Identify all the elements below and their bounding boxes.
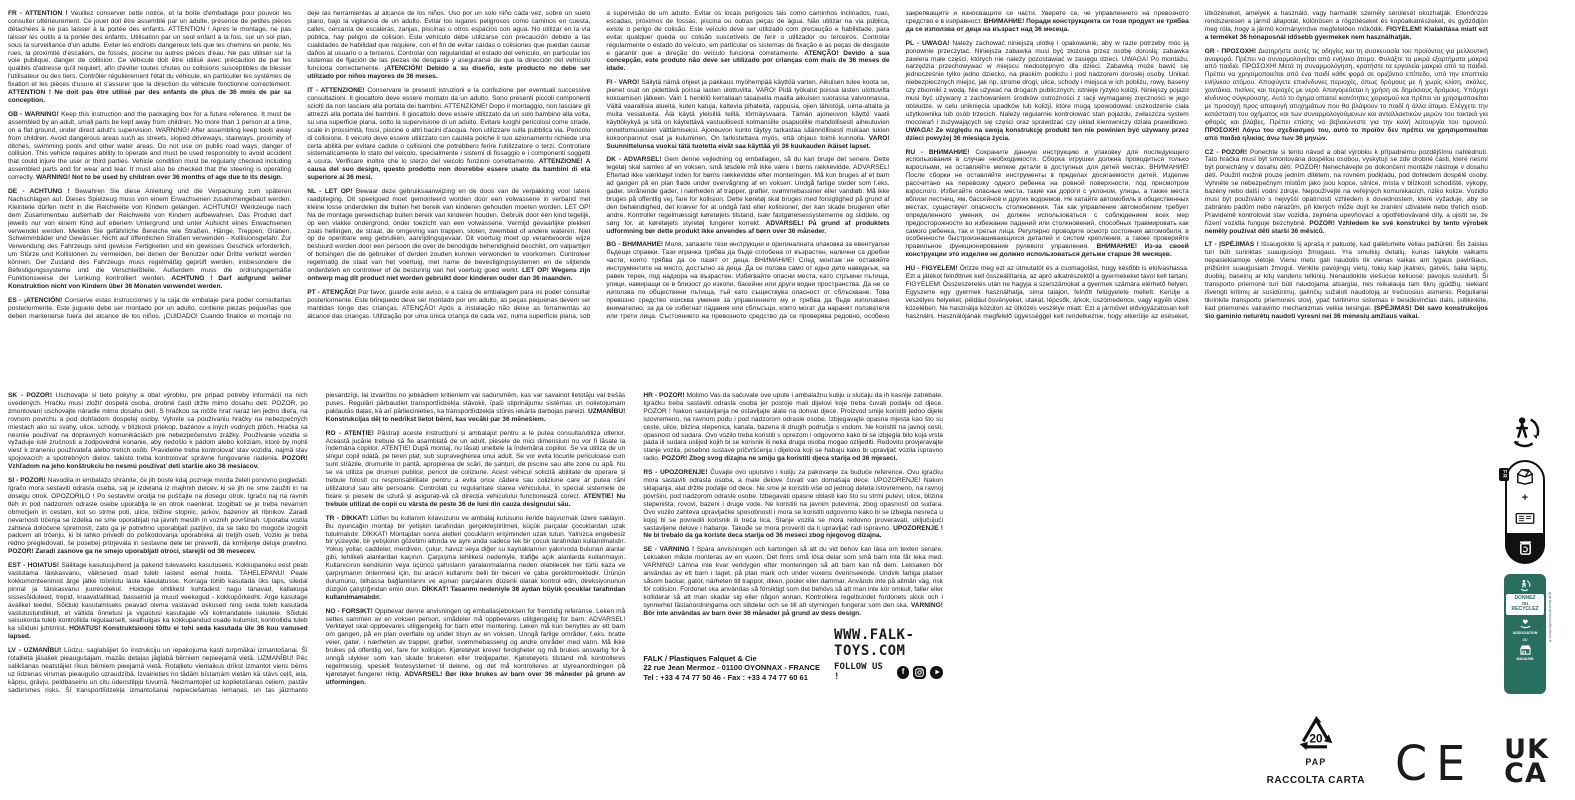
lang-warning-hr: POZOR! Zbog svog dizajna ne smiju ga koristiti djeca starija od 36 mjeseci. (661, 455, 898, 463)
company-street: 22 rue Jean Mermoz - 01100 OYONNAX - FRANCE (643, 663, 821, 673)
svg-text:20: 20 (1309, 731, 1323, 746)
notice-leaflet-icon (1514, 511, 1536, 525)
lang-body-it: Conservare le presenti istruzioni e la confezione per eventuali successive consultazioni. Il giocattolo deve essere montato da un adulto. Sono presenti piccoli componenti sciolti da non lasciare alla portata dei bambini. ATTENZIONE! Dopo il montaggio, non lasciare gli attrezzi alla portata dei bambini. Il giocattolo deve essere utilizzato da un solo bambino alla volta, su una superficie piana, sotto la supervisione di un adulto. Evitare luoghi pericolosi come strade, scale in prossimità, fossi, piscine o altri bacini d'acqua. Non utilizzare sulla pubblica via. Pericolo di collisione. Il veicolo deve essere utilizzato con cautela poiché il suo azionamento richiede una certa abilità per evitare cadute o collisioni che potrebbero ferire l'utilizzatore o terzi. Controllare sistematicamente lo stato del veicolo, specialmente i sistemi di fissaggio e i componenti soggetti a usura. Verificare inoltre che lo sterzo del veicolo funzioni correttamente. (307, 87, 591, 166)
lang-block-si (8, 477, 308, 556)
info-tri-country-tab: FR (1501, 470, 1507, 479)
youtube-icon (930, 666, 943, 679)
lang-block-ru (906, 149, 1189, 260)
lang-header-est: EST - HOIATUS! (8, 562, 62, 570)
lang-warning-lt: ĮSPĖJIMAS! Dėl savo konstrukcijos šio gaminio neturėtų naudoti vyresni nei 36 mėnesių amžiaus vaikai. (1204, 304, 1488, 320)
lang-body-de: Bewahren Sie diese Anleitung und die Verpackung zum späteren Nachschlagen auf. Dieses Spielzeug muss von einem Erwachsenen zusammengebaut werden. Kleinteile dürfen nicht in die Reichweite von Kindern gelangen. ACHTUNG! Werkzeuge nach dem Zusammenbau außerhalb der Reichweite von Kindern aufbewahren. Das Produkt darf jeweils nur von einem Kind auf ebenem Untergrund und unter Aufsicht eines Erwachsenen verwendet werden. Meiden Sie gefährliche Bereiche wie Straßen, Hänge, Treppen, Gräben, Schwimmbäder und Gewässer. Nicht auf öffentlichen Straßen verwenden - Kollisionsgefahr. Zur Verwendung des Fahrzeugs sind gewisse Fertigkeiten und ein gewisses Geschick erforderlich, um Stürze und Kollisionen zu vermeiden, bei denen der Benutzer oder Dritte verletzt werden können. Der Zustand des Fahrzeugs muss regelmäßig geprüft werden, insbesondere die Befestigungssysteme und die Verschleißteile. Außerdem muss die ordnungsgemäße Funktionsweise der Lenkung kontrolliert werden. (8, 188, 292, 282)
lang-warning-si: POZOR! Zaradi zasnove ga ne smejo uporabljati otroci, starejši od 36 mesecev. (8, 548, 256, 556)
lang-body-no: Oppbevar denne anvisningen og emballasjeboksen for fremtidig referanse. Leken må settes sammen av en voksen person, smådeler må oppbevares utilgjengelig for barn. ADVARSEL! Verktøyet skal oppbevares utilgjengelig for barn etter montering. Leken må kun benyttes av ett barn om gangen, på en plan overflate og under tilsyn av en voksen. Unngå farlige områder, f.eks. bratte veier, gater, i nærheten av trapper, grøfter, svømmebasseng og andre områder med vann. Må ikke brukes på offentlig vei, fare for kollisjon. Kjøretøyet krever ferdigheter og må brukes ansvarlig for å unngå ulykker som kan skade brukeren eller tredjeparter. Kjøretøyets tilstand må kontrolleres regelmessig, spesielt festesystemet til delene, og det må kontrolleres at styreanordningen på kjøretøyet fungerer riktig. (325, 607, 626, 678)
lang-warning-sk: POZOR! Vzhľadom na jeho konštrukciu ho nesmú používať deti staršie ako 36 mesiacov. (8, 455, 308, 471)
lang-header-se: SE - VARNING ! (643, 546, 697, 554)
lang-body-fr: Veuillez conserver cette notice, et la boîte d'emballage pour pouvoir les consulter ultérieurement. Ce jouet doit être assemblé par un adulte, présence de petites pièces détachées à ne pas laisser à la portée des enfants. ATTENTION ! Après le montage, ne pas laisser les outils à la portée des enfants. Utilisation par un seul enfant à la fois, sur un sol plan, sous la surveillance d'un adulte. Eviter les endroits dangereux tels que les chemins en pente, les rues, la proximité d'escaliers, de fossés, piscine ou autres pièces d'eau. Ne pas utiliser sur la voie publique, danger de collision. Ce véhicule doit être utilisé avec précaution de par les qualités d'adresse qu'il requiert, afin d'éviter toutes chutes ou collisions susceptibles de blesser l'utilisateur ou des tiers. Contrôler régulièrement l'état du véhicule, en particulier les systèmes de fixation et les pièces d'usure et s'assurer que la direction du véhicule fonctionne correctement. (8, 10, 292, 89)
lang-header-cz: CZ - POZOR! (1204, 148, 1250, 156)
lang-warning-lv: UZMANĪBU! Konstrukcijas dēļ to nedrīkst lietot bērni, kas vecāki par 36 mēnešiem. (325, 407, 626, 423)
lang-warning-es: ¡ATENCIÓN! Debido a su diseño, este producto no debe ser utilizado por niños mayores de 36 meses. (307, 65, 591, 81)
company-address-block (643, 654, 820, 683)
lang-header-es: ES - ¡ATENCIÓN! (8, 296, 65, 304)
pap-material-code: PAP (1305, 757, 1327, 767)
company-phone: Tel : +33 4 74 77 50 46 - Fax : +33 4 74 77 60 61 (643, 672, 808, 682)
lang-body-rs: Čuvajte ovo uputstvo i kutiju za pakovanje za buduće reference. Ovu igračku mora sastaviti odrasla osoba, a male delove čuvati van domašaja dece. UPOZORENJE! Nakon sklapanja, alat držite podalje od dece. Ne sme je koristiti više od jednog deteta istovremeno, na ravnoj površini, pod nadzorom odrasle osobe. Izbegavati opasne oblasti kao što su strmi putevi, ulice, blizina stepeništa, rovovi, bazeni i druge vode. Ne koristiti na javnim putevima, zbog opasnosti od sudara. Ovo vozilo zahteva upravljačke sposobnosti i mora se koristiti odgovorno kako bi se izbegla nesreća u kojoj bi se povredili korisnik ili treća lica. Stanje vozila se mora redovno proveravati, uključujući sastavljene delove i habanje. Takođe se mora proveriti da li upravljač radi ispravno. (643, 469, 943, 532)
lang-header-gb: GB - WARNING! (8, 110, 62, 118)
lang-header-de: DE - ACHTUNG ! (8, 188, 75, 196)
lang-warning-dk: ADVARSEL! På grund af produktets udformning bør dette produkt ikke anvendes af børn over 36 måneder. (606, 219, 890, 235)
triman-logo-icon (1506, 412, 1544, 450)
lang-header-sk: SK - POZOR! (8, 392, 56, 399)
lang-block-gr (1205, 48, 1488, 143)
lang-warning-se: VARNING! Bör inte användas av barn över 36 månader på grund av dess design. (643, 601, 943, 617)
lang-header-pl: PL - UWAGA! (905, 39, 953, 47)
ukca-line-ca: CA (1504, 758, 1547, 789)
lang-header-hr: HR - POZOR! (643, 392, 687, 399)
lang-warning-gb: WARNING! Not to be used by children over 36 months of age due to its design. (36, 174, 283, 182)
lang-warning-pt: ATENÇÃO! Devido à sua concepção, este produto não deve ser utilizado por crianças com mais de 36 meses de idade. (606, 49, 890, 73)
compliance-logos-row (1266, 715, 1549, 792)
website-block (834, 627, 943, 682)
lang-block-tr (326, 515, 626, 602)
lang-header-tr: TR - DİKKAT! (325, 514, 371, 522)
lang-block-ro (326, 430, 626, 509)
lang-warning-de: ACHTUNG ! Darf aufgrund seiner Konstruktion nicht von Kindern über 36 Monaten verwendet werden. (8, 275, 292, 290)
magasin-option-label: MAGASIN (1516, 656, 1534, 661)
lang-header-fi: FI - VARO! (606, 79, 642, 87)
lang-block-de (8, 188, 291, 291)
lang-block-fi (606, 79, 889, 150)
lang-warning-pl: UWAGA! Ze względu na swoją konstrukcję produkt ten nie powinien być używany przez dzieci powyżej 36 miesiąca życia. (905, 126, 1189, 142)
lang-body-ro: Păstrați aceste instrucțiuni și ambalajul pentru a le putea consulta/utiliza ulterior. Această jucărie trebuie să fie asamblată de un adult, piesele de mici dimensiuni nu vor fi lăsate la îndemâna copiilor. ATENȚIE! După montaj, nu lăsați uneltele la îndemâna copiilor. Se va utiliza de un singur copil odată, pe teren plat, sub supravegherea unui adult. Se vor evita locurile periculoase cum sunt străzile, drumurile în pantă, apropierea de scări, de șanțuri, de piscine sau alte zone cu apă. Nu se va utiliza pe drumuri publice, pericol de coliziune. Acest vehicul solicită abilitate de operare și trebuie folosit cu responsabilitate pentru a evita orice cădere sau coliziune care ar putea răni utilizatorul sau alte persoane. Controlați cu regularitate starea vehiculului, în special sistemele de fixare și piesele de uzură și asigurați-vă că direcția vehiculului funcționează corect. (325, 429, 626, 500)
lang-header-pt: PT - ATENÇÃO! (307, 288, 359, 296)
lang-header-fr: FR - ATTENTION ! (8, 10, 71, 17)
recycle-triangle-icon (1294, 715, 1338, 755)
lang-warning-fr: ATTENTION ! Ne doit pas être utilisé par des enfants de plus de 36 mois de par sa conception. (8, 89, 292, 104)
lang-warning-hu: FIGYELEM! Kialakítása miatt ezt a terméket 36 hónaposnál idősebb gyermekek nem használhatják. (1204, 25, 1488, 41)
lang-block-est (8, 562, 308, 641)
lang-body-gr: Διατηρήστε αυτές τις οδηγίες και τη συσκευασία του προϊόντος για μελλοντική αναφορά. Πρέπει να συναρμολογείται από ενήλικο άτομο. Φυλάξτε τα μικρά εξαρτήματα μακριά από παιδιά. ΠΡΟΣΟΧΗ! Μετά τη συναρμολόγηση, κρατήστε τα εργαλεία μακριά από τα παιδιά. Πρέπει να χρησιμοποιείται από ένα παιδί κάθε φορά σε οριζόντιο επίπεδο, υπό την εποπτεία ενήλικου ατόμου. Αποφύγετε επικίνδυνες περιοχές, όπως δρόμους με ή χωρίς κλίση, σκάλες, χαντάκια, πισίνες και περιοχές με νερό. Απαγορεύεται η χρήση σε δημόσιους δρόμους. Υπάρχει κίνδυνος σύγκρουσης. Αυτό το όχημα απαιτεί ικανότητες χειρισμού και πρέπει να χρησιμοποιείται με προσοχή προς αποφυγή ατυχημάτων που θα βλάψουν το παιδί ή άλλα άτομα. Ελέγχετε την κατάσταση του οχήματος και των συναρμολογούμενων και ανταλλακτικών μερών του τακτικά για φθορές και βλάβες. Πρέπει επίσης να βεβαιώνεστε για την καλή λειτουργία του τιμονιού. (1204, 47, 1488, 126)
company-name: FALK / Plastiques Falquet & Cie (643, 653, 757, 663)
ou-text-2: ou (1522, 636, 1528, 642)
follow-us-label: FOLLOW US ! (834, 662, 883, 683)
donnez-recyclez-banner (1506, 594, 1544, 615)
lang-header-nl: NL - LET OP! (307, 188, 356, 196)
lang-body-lt: Išsaugokite šį aprašą ir pakuotę, kad galėtumėte vėliau pažiūrėti. Šis žaislas turi būti surinktas suaugusiojo žmogaus. Yra smulkių detalių, kurias laikykite vaikams nepasiekiamoje vietoje. Vienu metu gali naudotis tik vienas vaikas ant lygaus paviršiaus, prižiūrint suaugusiam žmogui. Venkite pavojingų vietų, tokių kaip įkalnės, gatvės, šalia laiptų, duobių, baseinų ar kitų vandens telkinių. Nenaudokite viešuose keliuose: pavojus susidurti. Ši transporto priemonė turi būti naudojama atsargiai, nes reikalauja tam tikrų įgūdžių, siekiant išvengti kritimų ar susidūrimų, galinčių sužaloti naudotoją ar trečiuosius asmenis. Reguliariai tikrinkite transporto priemonės stovį, ypač tvirtinimo sistemas ir besidėvinčias dalis, įsitikinkite, kad priemonės vairavimo mechanizmas veikia teisingai. (1204, 241, 1488, 312)
recycling-bin-section (1505, 533, 1545, 563)
lang-body-es: Conserve estas instrucciones y la caja de embalaje para poder consultarlas posteriormente. Este juguete debe ser montado por un adulto, contiene piezas pequeñas que deben mantenerse fuera del alcance de los niños. ¡CUIDADO! Cuando finalice el montaje no deje las herramientas al alcance de los niños. Uso por un solo niño cada vez, sobre un suelo plano, bajo la vigilancia de un adulto. Evitar los lugares peligrosos como caminos en cuesta, calles, cercanía de escaleras, zanjas, piscinas u otros espacios con agua. No utilizar en la vía pública, hay peligro de colisión. Este vehículo debe utilizarse con precaución debido a las cualidades de habilidad que requiere, con el fin de evitar caídas o colisiones que puedan causar daños al usuario o a terceros. Controlar con regularidad el estado del vehículo, en particular los sistemas de fijación de las piezas de desgaste y asegurarse de que la dirección del vehículo funciona correctamente. (8, 10, 591, 320)
pap-recycling-block (1267, 715, 1365, 786)
notice-top-band (8, 10, 1488, 382)
lang-block-hr (643, 392, 943, 463)
lang-block-no (326, 608, 626, 687)
lang-warning-no: ADVARSEL! Bør ikke brukes av barn over 36 måneder på grunn av utformingen. (325, 670, 626, 686)
ou-text-1: ou (1521, 600, 1529, 607)
sorting-rail (1497, 412, 1553, 694)
lang-header-ro: RO - ATENȚIE! (325, 429, 378, 437)
website-url: WWW.FALK-TOYS.COM (834, 627, 915, 660)
facebook-icon: f (897, 666, 910, 679)
triman-small-icon (1518, 578, 1532, 592)
lang-body-pt: Por favor, guarde este aviso, e a caixa de embalagem para os poder consultar posteriormente. Este brinquedo deve ser montado por um adulto, as peças pequenas devem ser mantidas longe das crianças. ATENÇÃO! Após a instalação não deixe as ferramentas ao alcance das crianças. Utilização por uma única criança de cada vez, numa superfície plana, sob a supervisão de um adulto. Evitar os locais perigosos tais como caminhos inclinados, ruas, escadas, próximos de fossas, piscina ou outras peças de água. Não utilizar na via pública, existe o perigo de colisão. Este veículo deve ser utilizado com precaução e habilidade, para evitar qualquer queda ou colisão suscetíveis de ferir o utilizador ou terceiros. Controlar regularmente o estado do veículo, em particular os sistemas de fixação e as peças de desgaste e garantir que a direção do veículo funciona corretamente. (307, 10, 890, 320)
lang-body-gb: Keep this instruction and the packaging box for a future reference. It must be assembled by an adult, small parts be kept away from children. No more than 1 person at a time, on a flat ground, under direct adult's supervision. WARNING! After assembling keep tools away from children. Avoid dangerous areas such as streets, sloped driveways, stairways, proximity of ditches, swimming pools and other water areas. Do not use on public road ways, danger of collision. This vehicle requires ability to operate and must be used responsibly to avoid accident that could injure the user or third parties. Vehicle condition must be regularly checked including assembled parts and for wear and tear. It must also be checked that the steering is operating correctly. (8, 110, 292, 182)
lang-warning-fi: VARO! Suunnittelunsa vuoksi tätä tuotetta eivät saa käyttää yli 36 kuukauden ikäiset lapset. (606, 134, 890, 150)
association-option-label: ASSOCIATION (1512, 630, 1538, 635)
ce-mark: CE (1394, 734, 1475, 792)
lang-body-lv: Lūdzu, saglabājiet šo instrukciju un iepakojuma kasti turpmākai izmantošanai. Šī rotaļlieta jāsaliek pieaugušajam, mazās detaļas jāglabā bērniem nepieejamā vietā. UZMANĪBU! Pēc salikšanas neatstājiet rīkus bērniem pieejamā vietā. Rotaļlietu vienlaikus drīkst izmantot viens bērns uz līdzenas virsmas pieaugušo uzraudzībā. Izvairieties no tādām bīstamām vietām kā stāvs ceļš, iela, kāpņu, grāvju, peldbaseinu un citu ūdenstilpju tuvumā. Neizmantojiet uz koplietošanas ceļiem, pastāv sadursmes risks. Šī transportlīdzekļa izmantošanai nepieciešamas iemaņas, un tas jāizmanto piesardzīgi, lai izvairītos no jebkādiem kritieniem vai sadursmēm, kas var savainot lietotāju vai trešās puses. Regulāri pārbaudiet transportlīdzekļa stāvokli, īpaši stiprinājumu sistēmas un nolietojumam pakļautās daļas, kā arī pārliecinieties, ka transportlīdzekļa stūres iekārta darbojas pareizi. (8, 392, 626, 694)
lang-warning-cz: POZOR! Vzhledem ke své konstrukci by tento výrobek neměly používat děti starší 36 měsíců. (1204, 219, 1488, 235)
lang-header-bg: BG - ВНИМАНИЕ! (606, 241, 666, 249)
lang-body-pl: Należy zachować niniejszą ulotkę i opakowanie, aby w razie potrzeby móc ją ponownie przeczytać. Niniejsza zabawka musi być złożona przez osobę dorosłą; zabawka zawiera małe części, których nie należy pozostawiać w zasięgu dzieci. UWAGA! Po montażu, narzędzia przechowywać w miejscu niedostępnym dla dzieci. Zabawką może bawić się jednocześnie tylko jedno dziecko, na płaskim podłożu i pod nadzorem dorosłej osoby. Unikać niebezpiecznych miejsc, jak np. strome drogi, ulice, schody i miejsca w ich pobliżu, rowy, baseny czy zbiorniki z wodą. Nie używać na drogach publicznych; istnieje ryzyko kolizji. Niniejszy pojazd musi być używany z zachowaniem środków ostrożności z racji wymaganej zręczności w jego obsłudze, w celu uniknięcia upadków lub kolizji, które mogą spowodować uszkodzenie ciała użytkownika lub osób trzecich. Należy regularnie kontrolować stan pojazdu, zwłaszcza system mocowań i zużywających się części oraz sprawdzać czy układ kierowniczy działa prawidłowo. (905, 39, 1189, 126)
lang-body-est: Säilitage kasutusjuhend ja pakend tulevaseks kasutuseks. Kokkupaneku eest peab vastutama täiskasvanu, väiksesed osad tuleb lastest eemal hoida. TÄHELEPANU! Peale kokkumonteerimist ärge jätke tööriistu laste käeulatusse. Korraga tohib kasutada üks laps, siledal pinnal ja täiskasvanu juuresolekul. Hoiduge ohtlikest kohtadest nagu tänavad, kallakuga sissesõiduteed, trepid, kraavid/allikad, basseinid ja muud veekogud - kokkupõrkeoht. Ärge kasutage avalikel teedel. Sõiduki kasutamiseks peavad olema vastavad oskused ning seda tuleb kasutada vastutustundlikult, et vältida õnnetusi ja vigastusi kasutajale või kolmandatele isikutele. Sõiduki seisukorda tuleb kontrollida regulaarselt, sealhulgas ka kokkupandud osade kulumist, kontrollida tuleb ka sõiduki juhtimist. (8, 562, 308, 633)
lang-body-tr: Lütfen bu kullanım kılavuzunu ve ambalaj kutusunu ileride başvurmak üzere saklayın. Bu oyuncağın montajı bir yetişkin tarafından gerçekleştirilmeli, küçük parçalar çocuklardan uzak tutulmalıdır. DİKKAT! Montajdan sonra aletleri çocukların erişiminden uzak tutun. Yalnızca engebesiz bir yüzeyde, bir yetişkinin gözetimi altında ve aynı anda sadece tek bir çocuk tarafından kullanılmalıdır. Yokuş yollar, caddeler, merdiven, çukur, havuz veya diğer su kaynaklarının yakınında bulunan alanlar gibi, tehlikeli alanlardan kaçının. Çarpışma tehlikesi nedeniyle, trafiğe açık alanlarda kullanmayın. Kullanıcının kendisinin veya üçüncü şahısların yaralanmalarına neden olabilecek her türlü kaza ve çarpışmanın önlenmesi için, bu aracın kullanımı belli bir beceri ve çaba gerektirmektedir. Ürünün durumunu, bilhassa bağlantılarını ve aşınan parçalarını düzenli olarak kontrol edin, direksiyonunun düzgün çalıştığından emin olun. (325, 514, 626, 593)
lang-block-lt (1205, 241, 1488, 320)
lang-warning-est: HOIATUS! Konstruktsiooni tõttu ei tohi seda kasutada üle 36 kuu vanused lapsed. (8, 625, 308, 641)
lang-body-nl: Bewaar deze gebruiksaanwijzing en de doos van de verpakking voor latere raadpleging. Dit speelgoed moet gemonteerd worden door een volwassene in verband met kleine losse onderdelen die buiten het bereik van kinderen gehouden moeten worden. LET OP! Na de montage gereedschap buiten bereik van kinderen houden. Gebruik door één kind tegelijk, op een vlakke ondergrond, onder toezicht van een volwassene. Vermijd gevaarlijke plekken zoals hellingen, de straat, de omgeving van trappen, sloten, zwembad of andere wateren. Niet op de openbare weg gebruiken, aanrijdingsgevaar. Dit voertuig moet op verantwoorde wijze bestuurd worden door een persoon die over de benodigde behendigheid beschikt, om valpartijen of botsingen die de gebruiker of derden zouden kunnen verwonden te voorkomen. Controleer regelmatig de staat van het voertuig, met name de bevestigingssystemen en de slijtende onderdelen en controleer of de besturing van het voertuig goed werkt. (307, 188, 591, 275)
raccolta-carta-label: RACCOLTA CARTA (1266, 775, 1365, 786)
ukca-line-uk: UK (1504, 734, 1549, 765)
notice-bottom-region (8, 388, 1567, 792)
instagram-icon (913, 666, 926, 679)
lang-warning-rs: UPOZORENJE ! Ne bi trebalo da ga koriste deca starija od 36 meseci zbog njegovog dizajna. (643, 524, 943, 540)
packaging-sort-label (1501, 460, 1545, 564)
lang-block-se (643, 546, 943, 617)
lang-body-bg: Моля, запазете тези инструкции и оригиналната опаковка за евентуални бъдещи справки. Тази играчка трябва да бъде сглобена от възрастен, налични са дребни части, които трябва да се пазят от деца. ВНИМАНИЕ! След монтаж не оставяйте инструментите на място, достъпно за деца. Да се ползва само от едно дете наведнъж, на равен терен, под надзора на възрастен. Избягвайте опасни места, като стръмни пътища, улици, намиращи се в близост до изкопи, басейни или други водни пространства. Да не се използва по обществени пътища, тъй като съществува опасност от сблъскване. Това превозно средство изисква умения за управлението му и трябва да бъде използвано внимателно, за да се избегнат падания или сблъсъци, които могат да наранят ползвателя или трети лица. Състоянието на превозното средство да се проверява редовно, особено закрепващите и износващите се части. Уверете се, че управлението на превозното средство е в изправност. (606, 10, 1189, 320)
lang-header-lt: LT - ĮSPĖJIMAS ! (1204, 241, 1262, 249)
lang-warning-it: ATTENZIONE! A causa del suo design, questo prodotto non dovrebbe essere usato da bambini di età superiore ai 36 mesi. (307, 158, 591, 182)
publisher-footer (643, 627, 943, 682)
lang-warning-ro: ATENȚIE! Nu trebuie utilizat de copii cu vârsta de peste 36 de luni din cauza designului său. (325, 492, 626, 508)
lang-block-dk (606, 156, 889, 235)
lang-body-se: Spara anvisningen och kartongen så att du vid behov kan läsa om texten senare. Leksaken måste monteras av en vuxen. Det finns små lösa delar som små barn inte får leka med. VARNING! Lämna inte kvar verktygen efter monteringen så att barn kan nå dem. Leksaken bör användas av ett barn i taget, på plan mark och under vuxens överinseende. Undvik farliga platser såsom backar, gator, närheten till trappor, diken, pooler eller dammar. Används inte på allmän väg, risk för collision. Fordonet ska användas så försiktigt som det behövs så att man inte kör omkull, faller eller kolliderar så att man skadar sig eller någon annan. Kontrollera regelbundet fordonets skick och i synnerhet fästanordningarna och slitdelar och se till att styrningen fungerar som den ska. (643, 546, 943, 609)
lang-warning-nl: LET OP! Wegens zijn ontwerp mag dit product niet worden gebruikt door kinderen ouder dan 36 maanden. (307, 267, 591, 282)
store-icon (1519, 644, 1532, 655)
lang-header-no: NO - FORSIKT! (325, 607, 375, 615)
lang-header-hu: HU - FIGYELEM! (905, 265, 960, 273)
lang-body-hr: Molimo Vas da sačuvate ove upute i ambalažnu kutiju u slučaju da ih kasnije zatrebate. Igračku treba sastaviti odrasla osoba jer postoje mali dijelovi koje treba čuvati podalje od djece. POZOR ! Nakon sastavljanja ne ostavljajte alate na dohvat djece. Proizvod smije koristiti jedno dijete istovremeno, na ravnom podu i pod nadzorom odrasle osobe. Izbjegavajte opasna mjesta kao što su ceste, ulice, blizina stepenica, kanala, bazena ili drugih područja s vodom. Ne koristiti na javnoj cesti, opasnost od sudara. Ovo vozilo treba koristiti s oprezom i odgovorno kako bi se izbjegla bilo koja vrsta pada ili sudara uslijed kojih bi se korisnik ili neka druga osoba mogao ozlijediti. Redovito provjeravajte stanje vozila, posebno sustave pričvršćenja i dijelova koji se habaju kako bi upravljač vozila ispravno radio. (643, 392, 943, 463)
recyclez-text: RECYCLEZ (1511, 606, 1539, 613)
lang-body-ru: Сохраните данную инструкцию и упаковку для последующего использования в случае необходимости. Сборка игрушки должна проводиться только взрослыми, не оставляйте мелкие детали в доступных для детей местах. ВНИМАНИЕ! После сборки не оставляйте инструменты в пределах досягаемости детей. Изделие рассчитано на перевозку одного ребенка на ровной поверхности, под присмотром взрослого. Избегайте опасные места, такие как дороги с уклоном, улицы, а также места вблизи лестниц, ям, бассейнов и других водоемов. Не катайте автомобиль в общественных местах, существует опасность столкновения. Так как управление автомобилем требует определенного умения, он должен использоваться с соблюдением всех мер предосторожности во избежание падений или столкновений, способных травмировать как самого ребенка, так и третьи лица. Регулярно проводите осмотр состояния автомобиля, в особенности быстроизнашивающихся деталей и систем крепления, а также проверяйте правильное функционирование рулевого управления. (905, 148, 1189, 251)
lang-warning-gr: ΠΡΟΣΟΧΗ! Λόγω του σχεδιασμού του, αυτό το προϊόν δεν πρέπει να χρησιμοποιείται από παιδιά ηλικίας άνω των 36 μηνών. (1204, 126, 1488, 142)
ukca-mark (1504, 734, 1549, 789)
lang-header-it: IT - ATTENZIONE! (307, 87, 368, 95)
lang-header-dk: DK - ADVARSEL! (606, 156, 665, 164)
donation-hands-icon (1519, 617, 1532, 629)
lang-block-nl (307, 188, 590, 283)
lang-header-gr: GR - ΠΡΟΣΟΧΗ! (1204, 47, 1259, 55)
lang-block-gb (8, 111, 291, 182)
lang-block-cz (1205, 149, 1488, 236)
lang-body-fi: Säilytä nämä ohjeet ja pakkaus myöhempää käyttöä varten. Aikuisen tulee koota se, pienet osat on pidettävä poissa lasten ulottuvilta. VARO! Pidä työkalut poissa lasten ulottuvilta kokoamisen jälkeen. Vain 1 henkilö kerrallaan tasaisella maalla aikuisen suorassa valvonnassa. Vältä vaarallisia alueita, kuten katuja, kaltevia pihateitä, rappusia, ojien lähistöjä, uima-altaita ja muita vesialueita. Älä käytä yleisillä teillä, törmäysvaara. Tämän ajoneuvon käyttö vaatii käyttökykyä ja sitä on käytettävä vastuullisesti kolmansille osapuolille mahdollisesti aiheutuvien onnettomuuksien välttämiseksi. Ajoneuvon kunto täytyy tarkastaa säännöllisesti mukaan lukien kokoonpannut osat ja kuluminen. On tarkistettava myös, että ohjaus toimii kunnolla. (606, 79, 890, 142)
lang-body-sk: Uschovajte si tieto pokyny a obal výrobku, pre prípad potreby informácií na nich uvedených. Hračku musí zložiť dospelá osoba, drobné časti držte mimo dosahu detí. POZOR, po zmontovaní uschovajte náradie mimo dosahu detí. S hračkou sa môže hrať naraz len jedno dieťa, na rovnom povrchu a pod dohľadom dospelej osoby. Vyhnite sa používaniu hračky na nebezpečných miestach ako sú svahy, ulice, schody, v blízkosti priekop, bazénov a iných vodných plôch. Hračka sa nesmie používať na dopravných komunikáciách pre nebezpečenstvo zrážky. Používanie vozidla si vyžaduje isté zručnosti a zodpovedné konanie, aby nedošlo k pádom alebo kolíziám, ktoré by mohli viesť k zraneniu používateľa alebo tretích osôb. Pravidelne treba kontrolovať stav vozidla, najmä stav spojovacích a spotrebných dielov, takisto treba kontrolovať správne fungovanie riadenia. (8, 392, 308, 463)
lang-block-rs (643, 469, 943, 540)
lang-block-it (307, 87, 590, 182)
lang-block-sk (8, 392, 308, 471)
lang-header-rs: RS - UPOZORENJE! (643, 469, 711, 477)
lang-warning-ru: ВНИМАНИЕ! Из-за своей конструкции это изделие не должно использоваться детьми старше 36 месяцев. (905, 243, 1189, 259)
lang-warning-bg: ВНИМАНИЕ! Поради конструкцията си този продукт не трябва да се използва от деца на възраст над 36 месеца. (905, 17, 1189, 33)
cardboard-box-icon (1514, 467, 1536, 485)
donnez-recyclez-label (1504, 574, 1553, 694)
lang-body-cz: Ponechte si tento návod a obal výrobku k případnému pozdějšímu nahlédnutí. Tato hračka musí být smontována dospělou osobou, vyskytují se zde drobné části, které nesmí být ponechány v dosahu dětí. POZOR! Nenechávejte po dokončení montáže nástroje v dosahu dětí. Použití možné pouze jedním dítětem, na rovném podkladu, pod dohledem dospělé osoby. Vyhněte se nebezpečným místům jako jsou kopce, silnice, místa v blízkosti schodiště, výkopy, bazény nebo další vodní zdroje. Nepoužívejte na veřejných komunikacích, riziko kolize. Vozidlo musí být používáno s nejvyšší opatrností vzhledem k dovednostem, které vyžaduje, aby se zabránilo pádům nebo nárazům, při kterých může dojít ke zranění uživatele nebo třetích osob. Pravidelně kontrolovat stav vozidla, zejména upevňovací a opotřebovávané díly, a ujistit se, že řízení vozidla funguje bezchybně. (1204, 148, 1488, 227)
follow-us-row (834, 662, 943, 682)
sorting-info-url: quefairedemesdechets.fr (1548, 592, 1553, 643)
recycling-bin-icon (1518, 539, 1533, 556)
lang-header-si: SI - POZOR! (8, 477, 48, 485)
lang-body-hu: Őrizze meg ezt az útmutatót és a csomagolást, hogy később is elolvashassa. Ezt a játékot felnőttnek kell összeállítania, az apró alkatrészektől a gyermekeket távol kell tartani. FIGYELEM! Összeszerelés után ne hagyja a szerszámokat a gyermek számára elérhető helyen. Egyszerre egy gyermek használhatja, sima talajon, felnőtt felügyelete mellett. Kerülje a veszélyes helyeket, például ösvényeket, utakat, lépcsők, árkok, úszómedence, vagy egyéb vizek közelében. Ne használja közúton az ütközés veszélye miatt. Ezt a járművet elővigyázatosan kell használni. Használójának megfelelő ügyességgel kell rendelkeznie, hogy elkerülje az eséseket, ütközéseket, amelyek a használó, vagy harmadik személy sérülését okozhatják. Ellenőrizze rendszeresen a jármű állapotát, különösen a rögzítéseket és kopóalkatrészeket, és győződjön meg róla, hogy a jármű kormányműve megfelelően működik. (905, 10, 1488, 320)
donnez-text: DONNEZ (1514, 595, 1536, 601)
lang-body-dk: Gem denne vejledning og emballagen, så du kan bruge det senere. Dette legetøj skal samles af en voksen, små løsdele må ikke være i børns rækkevidde. ADVARSEL! Efterlad ikke værktøjet inden for børns rækkevidde efter monteringen. Må kun bruges af et barn ad gangen på en plan flade under overvågning af en voksen. Undgå farlige steder som f.eks. gader, skrånende gader, i nærheden af trapper, grøfter, svømmebassiner eller vandløb. Må ikke bruges på offentlig vej, fare for kollision. Dette køretøj skal bruges med forsigtighed på grund af den behændighed, det kræver for at undgå fald eller kollisioner, der kan skade brugeren eller andre. Kontroller regelmæssigt køretøjets tilstand, især fastgørelsessystemerne og sliddele, og sørg for, at køretøjets styretøj fungerer korrekt. (606, 156, 890, 227)
lang-warning-tr: DİKKAT! Tasarımı nedeniyle 36 aydan büyük çocuklar tarafından kullanılmamalıdır. (325, 585, 626, 601)
lang-header-ru: RU - ВНИМАНИЕ! (905, 148, 976, 156)
lang-block-fr (8, 10, 291, 105)
lang-header-lv: LV - UZMANĪBU! (8, 647, 65, 655)
plus-icon: + (1521, 491, 1529, 504)
notice-bottom-band (8, 392, 943, 764)
lang-body-si: Navodila in embalažo shranite, če jih boste kdaj pozneje morda želeli ponovno pogledati. Igračo mora sestaviti odrasla oseba, saj je izdelana iz majhnih delcev, ki se jih ne sme zaužiti in na dosegu otrok. OPOZORILO ! Po sestavitvi orodja ne puščajte na dosegu otrok. Igračo naj na ravnih tleh in pod nadzorom odrasle osebe uporablja le en otrok naenkrat. Izogibati se je treba nevarnim območjem in cestam, kot so strme poti, ulice, bližine stopnic, jarkov, bazenov ali ribnikov. Zaradi nevarnosti trčenja se izdelka ne sme uporabljati na javnih mestih in voznih površinah. Uporaba vozila zahteva določene spretnosti, zato ga je potrebno uporabljati pazljivo, da se tako bo mogoče izogniti padcem ali trčenju, ki bi lahko privedli do poškodovanja uporabnika ali tretjih oseb. Vozilo je treba redno pregledovati, še posebej pritrjevala in sestavne dele ter preveriti, da krmiljenje deluje pravilno. (8, 477, 308, 548)
lang-block-pl (906, 40, 1189, 143)
